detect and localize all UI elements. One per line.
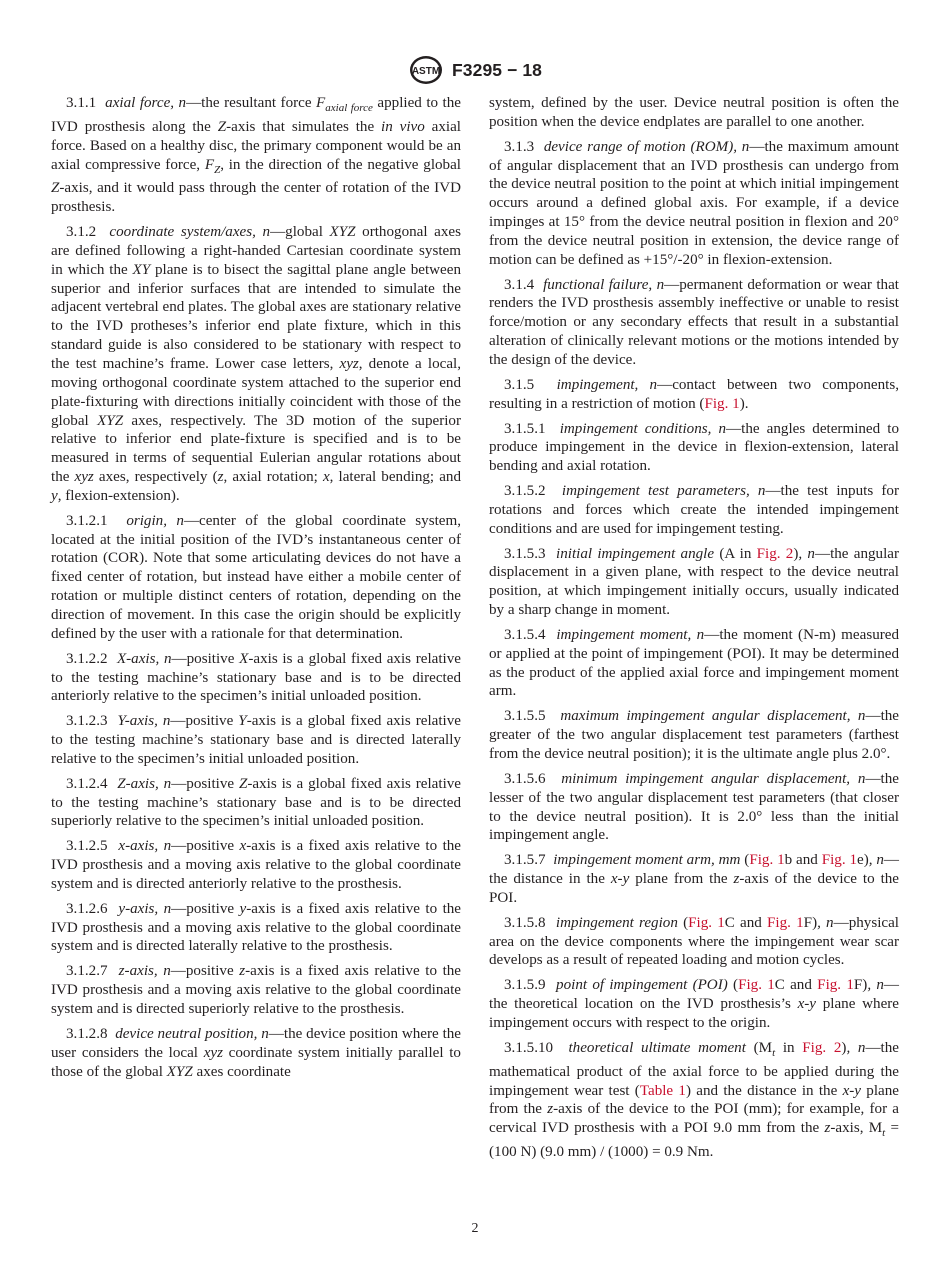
astm-logo-icon: [408, 55, 444, 85]
body-text: , denote a local, moving orthogonal coordinate system attached to the superior end plate-fixturing with directions initially coincident with those of the global: [51, 356, 461, 429]
body-text: (: [740, 852, 750, 869]
section-3-1-2-6: [51, 900, 461, 957]
defined-term: y-axis, n: [118, 900, 172, 917]
defined-term: impingement, n: [556, 376, 658, 393]
body-text: —the distance in the: [489, 852, 899, 888]
section-number: 3.1.5.8: [504, 914, 546, 931]
defined-term: , n: [868, 852, 884, 869]
body-text: —the angular displacement in a given plane, with respect to the device neutral position, at which impingement initially occurs, usually indicated by a sharp change in moment.: [489, 545, 900, 619]
section-3-1-2-3: [51, 712, 461, 769]
page-header: [0, 55, 950, 85]
italic-text: y: [51, 487, 58, 504]
defined-term: maximum impingement angular displacement, n: [560, 708, 866, 725]
body-text: , axial rotation;: [223, 469, 323, 486]
defined-term: , n: [817, 914, 834, 931]
body-text: ): [841, 1039, 847, 1056]
body-text: C and: [724, 914, 768, 931]
body-text: -axis is a fixed axis relative to the IVD prosthesis and a moving axis relative to the global coordinate system and is directed laterally relative to the prosthesis.: [51, 900, 462, 955]
body-text: —positive: [171, 650, 240, 667]
cross-reference-link[interactable]: Fig. 1: [749, 852, 785, 869]
body-text: axial force. Based on a healthy disc, the primary component would be an axial compressive force,: [51, 118, 462, 173]
section-number: 3.1.5.10: [504, 1039, 554, 1056]
body-text: orthogonal axes are defined following a right-handed Cartesian coordinate system in which the: [51, 224, 461, 278]
italic-text: z: [547, 1101, 554, 1118]
section-number: 3.1.5.3: [504, 545, 546, 562]
body-text: F): [803, 914, 818, 931]
body-text: —physical area on the device components where the impingement wear scar develops as a result of repeated loading and motion cycles.: [489, 914, 900, 969]
body-text: -axis of the device to the POI (mm); for example, for a cervical IVD prosthesis with a POI 9.0 mm from the: [489, 1101, 900, 1137]
defined-term: Z-axis, n: [117, 775, 172, 792]
cross-reference-link[interactable]: Fig. 1: [821, 852, 857, 869]
document-designation: F3295 − 18: [451, 59, 543, 80]
subscript: Z: [214, 163, 221, 176]
defined-term: , n: [846, 1039, 866, 1056]
section-number: 3.1.5.7: [504, 852, 546, 869]
defined-term: , n: [867, 977, 884, 994]
defined-term: initial impingement angle: [556, 545, 715, 562]
defined-term: z-axis, n: [118, 963, 171, 980]
body-text: —the device position where the user considers the local: [51, 1025, 462, 1061]
body-text: —the maximum amount of angular displacement that an IVD prosthesis can undergo from the device neutral position to the point at which initial impingement occurs around a defined global axis. For example, if a device impinges at 15° from the device neutral position in flexion and 20° from the device neutral position in extension, the device range of motion can be defined as +15°/-20° in flexion-extension.: [489, 138, 899, 268]
italic-text: F: [204, 156, 215, 173]
defined-term: impingement moment arm, mm: [553, 852, 741, 869]
body-text: -axis that simulates the: [226, 118, 382, 135]
defined-term: impingement conditions, n: [559, 420, 727, 437]
subscript: axial force: [325, 102, 373, 115]
section-number: 3.1.2.7: [66, 963, 108, 980]
body-text: C and: [774, 977, 818, 994]
section-3-1-1: [51, 94, 461, 217]
section-number: 3.1.5.4: [504, 626, 546, 643]
section-3-1-4: [489, 276, 899, 370]
section-number: 3.1.5.1: [504, 420, 546, 437]
defined-term: point of impingement (POI): [556, 977, 728, 994]
italic-text: x-y: [797, 996, 817, 1013]
body-text: ).: [739, 395, 749, 412]
subscript: t: [772, 1046, 776, 1059]
body-text: —the test inputs for rotations and forces which create the intended impingement conditions and are used for impingement testing.: [489, 483, 899, 537]
body-text: plane from the: [629, 871, 734, 888]
italic-text: xyz: [339, 356, 359, 372]
italic-text: z: [733, 871, 740, 888]
cross-reference-link[interactable]: Fig. 2: [756, 545, 794, 562]
body-text: b and: [784, 852, 822, 869]
italic-text: X: [239, 650, 249, 667]
italic-text: xyz: [203, 1044, 223, 1061]
body-text: e): [857, 852, 869, 869]
body-text: -axis is a global fixed axis relative to the testing machine’s stationary base and is directed laterally relative to the specimen’s initial unloaded position.: [51, 713, 461, 767]
italic-text: x-y: [842, 1082, 862, 1099]
body-text: F): [853, 977, 868, 994]
body-text: applied to the IVD prosthesis along the: [51, 95, 461, 135]
section-number: 3.1.5.5: [504, 708, 546, 725]
cross-reference-link[interactable]: Fig. 1: [817, 977, 854, 994]
left-column: [51, 94, 461, 1087]
cross-reference-link[interactable]: Fig. 1: [688, 914, 725, 931]
defined-term: x-axis, n: [118, 838, 172, 855]
body-text: axes, respectively (: [93, 469, 218, 486]
body-text: -axis, M: [830, 1120, 883, 1137]
defined-term: minimum impingement angular displacement, n: [561, 770, 866, 787]
body-text: —global: [270, 224, 330, 241]
italic-text: y: [239, 900, 247, 917]
defined-term: X-axis, n: [116, 650, 172, 667]
italic-text: z: [239, 963, 246, 980]
body-text: -axis is a fixed axis relative to the IVD prosthesis and a moving axis relative to the global coordinate system and is directed anteriorly relative to the prosthesis.: [51, 838, 462, 892]
body-text: —the theoretical location on the IVD prosthesis’s: [489, 977, 899, 1013]
body-text: —the lesser of the two angular displacement test parameters (that closer to the device neutral position). It is 2.0° less than the initial impingement angle.: [489, 770, 899, 844]
body-text: -axis is a global fixed axis relative to the testing machine’s stationary base and is to be directed superiorly relative to the specimen’s initial unloaded position.: [51, 775, 462, 830]
italic-text: z: [824, 1120, 831, 1137]
section-number: 3.1.3: [504, 138, 535, 155]
section-3-1-2-1: [51, 512, 461, 644]
section-3-1-3: [489, 138, 899, 270]
body-text: axes coordinate: [192, 1063, 291, 1080]
section-3-1-5-4: [489, 626, 899, 701]
section-number: 3.1.2.5: [66, 838, 108, 855]
body-text: plane is to bisect the sagittal plane angle between superior and inferior surfaces that are intended to simulate the adjacent vertebral end plates. The global axes are stationary relative to the IVD protheses’s inferior end plate fixture, which in this standard guide is also considered to be stationary with respect to the test machine’s frame. Lower case letters,: [51, 261, 461, 372]
body-text: axes, respectively. The 3D motion of the superior relative to inferior end plate-fixture is specified and is to be measured in terms of sequential Eulerian angular rotations about the: [51, 412, 461, 486]
body-text: —the angles determined to produce impingement in the device in flexion-extension, lateral bending and axial rotation.: [489, 420, 900, 475]
section-3-1-2-7: [51, 962, 461, 1019]
section-3-1-2-2: [51, 650, 461, 707]
body-text: coordinate system initially parallel to those of the global: [51, 1044, 461, 1080]
defined-term: , n: [798, 545, 815, 562]
page-number: 2: [471, 1221, 479, 1236]
cross-reference-link[interactable]: Table 1: [639, 1082, 686, 1099]
body-text: -axis is a global fixed axis relative to the testing machine’s stationary base and is to be directed anteriorly relative to the specimen’s initial unloaded position.: [51, 650, 461, 705]
section-3-1-5-2: [489, 482, 899, 539]
body-text: -axis of the device to the POI.: [489, 871, 900, 906]
defined-term: impingement test parameters, n: [561, 483, 766, 500]
defined-term: origin, n: [126, 512, 184, 529]
body-text: —the mathematical product of the axial force to be applied during the impingement wear test (: [489, 1039, 899, 1099]
defined-term: device neutral position, n: [115, 1025, 269, 1042]
section-number: 3.1.2.3: [66, 713, 108, 730]
section-3-1-5-8: [489, 914, 899, 971]
subscript: t: [882, 1127, 886, 1140]
italic-text: Y: [238, 713, 247, 730]
body-text: in: [775, 1039, 803, 1056]
italic-text: XYZ: [97, 412, 124, 429]
body-text: (: [727, 977, 739, 994]
defined-term: Y-axis, n: [117, 713, 171, 730]
body-text: —the greater of the two angular displacement test parameters (farthest from the device neutral position); it is the ultimate angle plus 2.0°.: [489, 708, 900, 762]
cross-reference-link[interactable]: Fig. 1: [767, 914, 804, 931]
section-3-1-2-4: [51, 775, 461, 832]
section-3-1-5-9: [489, 976, 899, 1033]
body-text: (A in: [714, 545, 757, 562]
body-text: , in the direction of the negative global: [220, 156, 461, 173]
italic-text: Z: [238, 775, 248, 792]
right-column: [489, 94, 899, 1168]
defined-term: coordinate system/axes, n: [109, 224, 271, 241]
body-text: —permanent deformation or wear that renders the IVD prosthesis assembly ineffective or unable to resist force/motion or any secondary effects that result in a substantial alteration of clinically relevant motions or the motions intended by the design of the device.: [489, 276, 899, 368]
body-text: —positive: [171, 775, 239, 792]
section-3-1-2-8: [51, 1025, 461, 1082]
section-3-1-5-5: [489, 707, 899, 764]
defined-term: theoretical ultimate moment: [568, 1039, 746, 1056]
section-3-1-2: [51, 223, 461, 506]
italic-text: xyz: [74, 469, 94, 486]
italic-text: x-y: [610, 871, 630, 888]
astm-logo-text: ASTM: [411, 66, 441, 77]
section-3-1-2-8-cont: [489, 94, 899, 132]
body-text: , lateral bending; and: [329, 469, 462, 486]
defined-term: functional failure, n: [543, 276, 665, 293]
body-text: -axis is a fixed axis relative to the IVD prosthesis and a moving axis relative to the global coordinate system and is directed superiorly relative to the prosthesis.: [51, 963, 462, 1017]
cross-reference-link[interactable]: Fig. 2: [802, 1039, 842, 1056]
defined-term: device range of motion (ROM), n: [543, 138, 750, 155]
italic-text: z: [217, 469, 224, 486]
body-text: —the moment (N-m) measured or applied at the point of impingement (POI). It may be determined as the product of the applied axial force and impingement moment arm.: [489, 626, 900, 700]
body-text: system, defined by the user. Device neutral position is often the position when the device endplates are parallel to one another.: [489, 95, 899, 130]
italic-text: XYZ: [166, 1063, 193, 1080]
italic-text: F: [316, 95, 326, 111]
section-number: 3.1.2: [66, 224, 97, 241]
section-number: 3.1.1: [66, 95, 97, 111]
defined-term: axial force, n: [105, 95, 187, 111]
cross-reference-link[interactable]: Fig. 1: [704, 395, 740, 412]
body-text: —the resultant force: [186, 95, 317, 111]
section-number: 3.1.2.4: [66, 775, 108, 792]
body-text: —center of the global coordinate system, located at the initial position of the IVD’s instantaneous center of rotation (COR). Note that some articulating devices do not have a fixed center of rotation, but instead have either a mobile center of rotation or multiple distinct centers of rotation, depending on the direction of movement. In this case the origin should be explicitly defined by the user with a rationale for that determination.: [51, 512, 462, 642]
section-3-1-5-7: [489, 851, 899, 908]
italic-text: Z: [217, 118, 227, 135]
body-text: -axis, and it would pass through the center of rotation of the IVD prosthesis.: [51, 180, 461, 216]
body-text: plane where impingement occurs with respect to the origin.: [489, 996, 900, 1031]
body-text: —positive: [170, 963, 240, 980]
section-number: 3.1.2.6: [66, 900, 108, 917]
body-text: plane from the: [489, 1082, 899, 1118]
italic-text: Z: [51, 180, 60, 197]
section-number: 3.1.2.1: [66, 512, 108, 529]
body-text: , flexion-extension).: [57, 487, 180, 504]
section-3-1-5-1: [489, 420, 899, 477]
section-number: 3.1.2.8: [66, 1025, 108, 1042]
section-number: 3.1.5.2: [504, 483, 546, 500]
section-number: 3.1.5.9: [504, 977, 546, 994]
italic-text: x: [239, 838, 247, 855]
body-text: —positive: [171, 838, 240, 855]
italic-text: XY: [132, 261, 151, 278]
italic-text: x: [322, 469, 330, 486]
section-3-1-5: [489, 376, 899, 414]
body-text: ) and the distance in the: [685, 1082, 843, 1099]
section-3-1-5-10: [489, 1039, 899, 1162]
body-text: —contact between two components, resulting in a restriction of motion (: [489, 376, 900, 412]
defined-term: impingement region: [555, 914, 678, 931]
section-number: 3.1.4: [504, 276, 535, 293]
section-3-1-2-5: [51, 837, 461, 894]
body-text: = (100 N) (9.0 mm) / (1000) = 0.9 Nm.: [489, 1120, 899, 1161]
body-text: —positive: [170, 713, 239, 730]
section-number: 3.1.2.2: [66, 650, 108, 667]
body-text: (M: [745, 1039, 773, 1056]
section-number: 3.1.5: [504, 376, 535, 393]
section-number: 3.1.5.6: [504, 770, 546, 787]
body-text: ): [793, 545, 799, 562]
section-3-1-5-3: [489, 545, 899, 620]
body-text: —positive: [171, 900, 240, 917]
section-3-1-5-6: [489, 770, 899, 845]
italic-text: in vivo: [381, 118, 425, 135]
cross-reference-link[interactable]: Fig. 1: [738, 977, 775, 994]
defined-term: impingement moment, n: [556, 626, 705, 643]
italic-text: XYZ: [329, 224, 356, 241]
body-text: (: [677, 914, 689, 931]
